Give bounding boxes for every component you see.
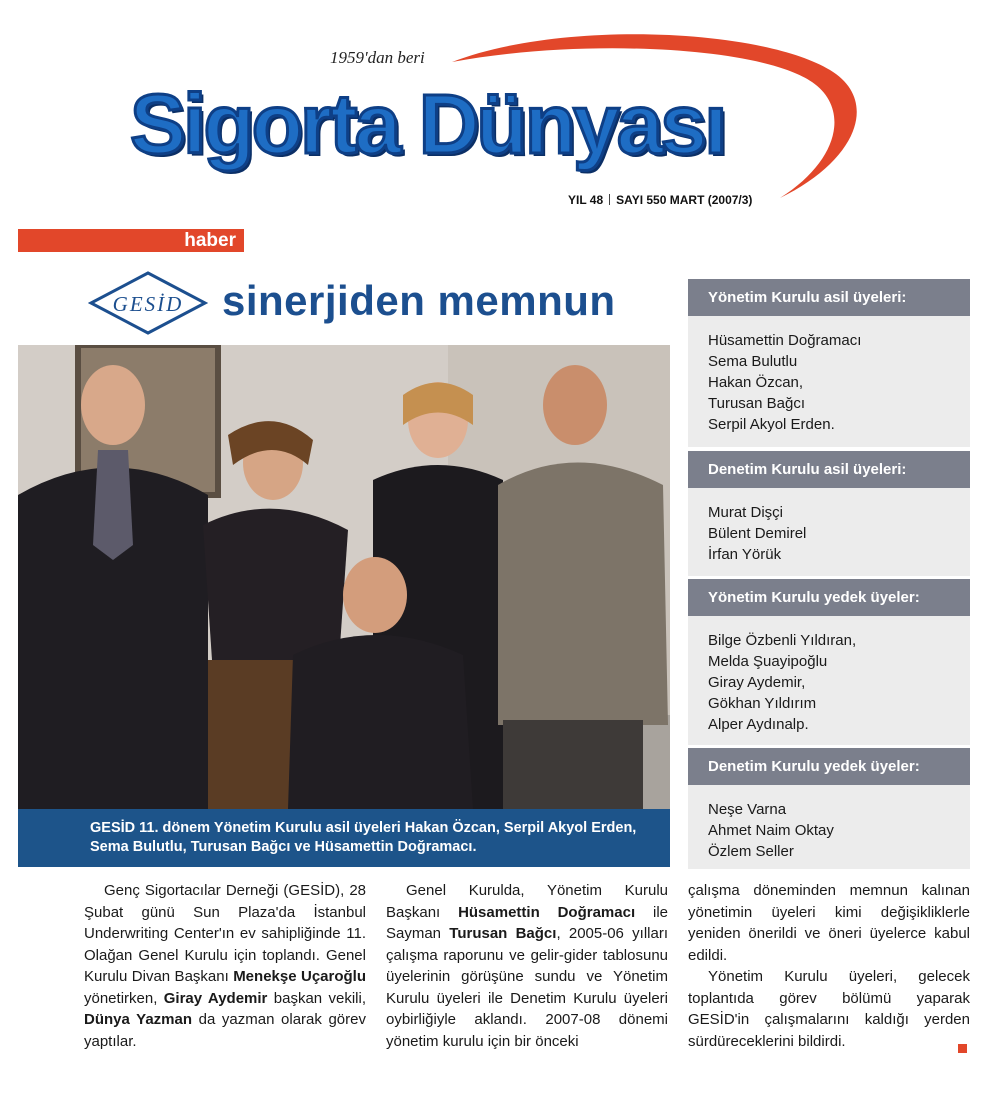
text-run: da yazman olarak görev yaptılar.: [84, 1011, 366, 1050]
bold-name: Dünya Yazman: [84, 1011, 193, 1028]
sidebar-list-audit-substitutes: [688, 785, 970, 869]
publication-logo: [130, 76, 725, 173]
member-name: Ahmet Naim Oktay: [708, 822, 834, 839]
sidebar-heading-audit-members: Denetim Kurulu asil üyeleri:: [688, 451, 970, 488]
member-name: Giray Aydemir,: [708, 674, 806, 691]
gesid-logo-text: GESİD: [112, 292, 184, 316]
issue-year: YIL 48: [568, 193, 604, 207]
photo-caption-box: [18, 809, 670, 867]
section-bar: [18, 229, 244, 252]
group-photo-illustration: [18, 345, 670, 809]
member-name: Murat Dişçi: [708, 504, 784, 521]
issue-number: SAYI 550 MART (2007/3): [616, 193, 753, 207]
sidebar-heading-board-substitutes: Yönetim Kurulu yedek üyeler:: [688, 579, 970, 616]
issue-separator: [609, 194, 610, 205]
bold-name: Giray Aydemir: [163, 989, 268, 1007]
member-name: Özlem Seller: [708, 843, 794, 860]
article-paragraph: [84, 880, 366, 1052]
text-run: Genel Kurulda, Yönetim Kurulu Başkanı: [386, 882, 668, 921]
article-column-2: [386, 880, 668, 1052]
sidebar-heading-board-members: Yönetim Kurulu asil üyeleri:: [688, 279, 970, 316]
member-name: Bilge Özbenli Yıldıran,: [708, 632, 857, 649]
member-name: İrfan Yörük: [708, 546, 782, 563]
gesid-logo: [88, 270, 208, 336]
member-name: Turusan Bağcı: [708, 395, 805, 412]
text-run: , 2005-06 yılları çalışma raporunu ve gelir-gider tablosunu üyelerinin görüşüne sundu ve Yönetim Kurulu üyeleri ile Denetim Kurulu üyeleri oybirliğiyle aklandı. 2007-08 dönemi yönetim kurulu için bir önceki: [386, 925, 668, 1050]
text-run: başkan vekili,: [267, 989, 367, 1007]
article-end-mark: [958, 1044, 967, 1053]
since-label: 1959'dan beri: [330, 48, 425, 67]
sidebar-list-board-substitutes: [688, 616, 970, 745]
issue-line: [568, 193, 752, 207]
text-run: Genç Sigortacılar Derneği (GESİD), 28 Şubat günü Sun Plaza'da İstanbul Underwriting Center'ın ev sahipliğinde 11. Olağan Genel Kurulu için toplandı. Genel Kurulu Divan Başkanı: [84, 882, 366, 985]
text-run: ile Sayman: [386, 903, 668, 942]
logo-part-2: Dünyası: [418, 77, 725, 171]
section-label: haber: [184, 230, 236, 251]
bold-name: Menekşe Uçaroğlu: [233, 968, 366, 985]
article-paragraph: Yönetim Kurulu üyeleri, gelecek toplantıda görev bölümü yaparak GESİD'in çalışmalarını kaldığı yerden sürdüreceklerini bildirdi.: [688, 968, 970, 1050]
member-name: Sema Bulutlu: [708, 353, 798, 370]
masthead: [0, 0, 992, 220]
article-column-1: [84, 880, 366, 1052]
member-name: Hakan Özcan,: [708, 374, 804, 391]
photo-caption: GESİD 11. dönem Yönetim Kurulu asil üyeleri Hakan Özcan, Serpil Akyol Erden, Sema Bulutlu, Turusan Bağcı ve Hüsamettin Doğramacı.: [90, 820, 637, 855]
member-name: Alper Aydınalp.: [708, 716, 809, 733]
text-run: yönetirken,: [84, 989, 164, 1007]
sidebar-list-board-members: [688, 316, 970, 447]
group-photo: [18, 345, 670, 809]
article-paragraph: çalışma döneminden memnun kalınan yönetimin üyeleri kimi değişikliklerle yeniden önerildi ve öneri üyelerce kabul edildi.: [688, 882, 970, 964]
sidebar-list-audit-members: [688, 488, 970, 576]
member-name: Gökhan Yıldırım: [708, 695, 817, 712]
member-name: Serpil Akyol Erden.: [708, 416, 835, 433]
article-column-3: [688, 880, 970, 1052]
headline: sinerjiden memnun: [222, 277, 616, 324]
member-name: Melda Şuayipoğlu: [708, 653, 828, 670]
logo-part-1: Sigorta: [130, 77, 399, 171]
member-name: Bülent Demirel: [708, 525, 807, 542]
member-name: Hüsamettin Doğramacı: [708, 332, 862, 349]
article-paragraph: [386, 880, 668, 1052]
bold-name: Turusan Bağcı: [449, 925, 557, 942]
member-name: Neşe Varna: [708, 801, 787, 818]
sidebar-heading-audit-substitutes: Denetim Kurulu yedek üyeler:: [688, 748, 970, 785]
bold-name: Hüsamettin Doğramacı: [458, 903, 636, 921]
